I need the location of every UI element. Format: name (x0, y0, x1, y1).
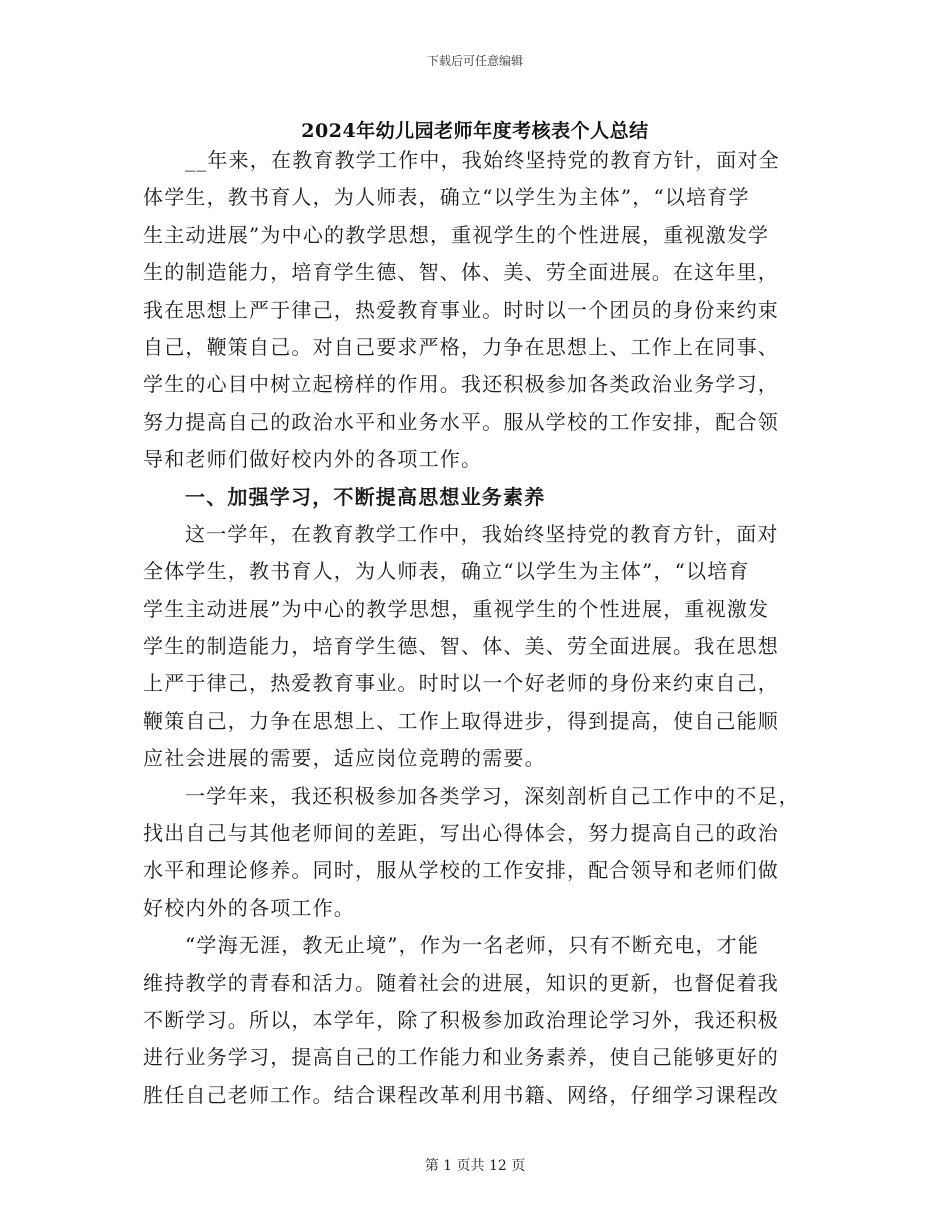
text-line: 学生的心目中树立起榜样的作用。我还积极参加各类政治业务学习， (143, 372, 779, 397)
text-line: 学生主动进展”为中心的教学思想，重视学生的个性进展，重视激发 (143, 596, 770, 621)
text-line: 体学生，教书育人，为人师表，确立“以学生为主体”，“以培育学 (143, 185, 750, 210)
text-line: 这一学年，在教育教学工作中，我始终坚持党的教育方针，面对 (185, 521, 779, 546)
text-line: 生主动进展”为中心的教学思想，重视学生的个性进展，重视激发学 (143, 222, 770, 247)
text-line: 鞭策自己，力争在思想上、工作上取得进步，得到提高，使自己能顺 (143, 708, 779, 733)
section-heading: 一、加强学习，不断提高思想业务素养 (185, 484, 546, 509)
text-line: 全体学生，教书育人，为人师表，确立“以学生为主体”，“以培育 (143, 559, 750, 584)
text-line: 我在思想上严于律己，热爱教育事业。时时以一个团员的身份来约束 (143, 297, 779, 322)
document-title: 2024年幼儿园老师年度考核表个人总结 (301, 120, 649, 142)
text-line: 一学年来，我还积极参加各类学习，深刻剖析自己工作中的不足， (185, 783, 800, 808)
document-body (143, 142, 808, 1114)
text-line: 好校内外的各项工作。 (143, 895, 355, 920)
header-note: 下载后可任意编辑 (426, 54, 523, 68)
text-line: 应社会进展的需要，适应岗位竞聘的需要。 (143, 746, 546, 771)
text-line: __年来，在教育教学工作中，我始终坚持党的教育方针，面对全 (185, 148, 780, 172)
text-line: 生的制造能力，培育学生德、智、体、美、劳全面进展。在这年里， (143, 260, 779, 285)
text-line: 不断学习。所以，本学年，除了积极参加政治理论学习外，我还积极 (143, 1007, 779, 1032)
text-line: 水平和理论修养。同时，服从学校的工作安排，配合领导和老师们做 (143, 858, 779, 883)
text-line: 胜任自己老师工作。结合课程改革利用书籍、网络，仔细学习课程改 (143, 1082, 779, 1107)
text-line: 学生的制造能力，培育学生德、智、体、美、劳全面进展。我在思想 (143, 634, 779, 659)
text-line: 努力提高自己的政治水平和业务水平。服从学校的工作安排，配合领 (143, 409, 779, 434)
text-line: 自己，鞭策自己。对自己要求严格，力争在思想上、工作上在同事、 (143, 334, 779, 359)
page-footer: 第 1 页共 12 页 (424, 1158, 526, 1174)
text-line: 上严于律己，热爱教育事业。时时以一个好老师的身份来约束自己， (143, 671, 779, 696)
text-line: “学海无涯，教无止境”，作为一名老师，只有不断充电，才能 (185, 933, 760, 958)
text-line: 维持教学的青春和活力。随着社会的进展，知识的更新，也督促着我 (143, 970, 779, 995)
text-line: 进行业务学习，提高自己的工作能力和业务素养，使自己能够更好的 (143, 1045, 779, 1070)
text-line: 找出自己与其他老师间的差距，写出心得体会，努力提高自己的政治 (143, 821, 779, 846)
text-line: 导和老师们做好校内外的各项工作。 (143, 447, 483, 472)
